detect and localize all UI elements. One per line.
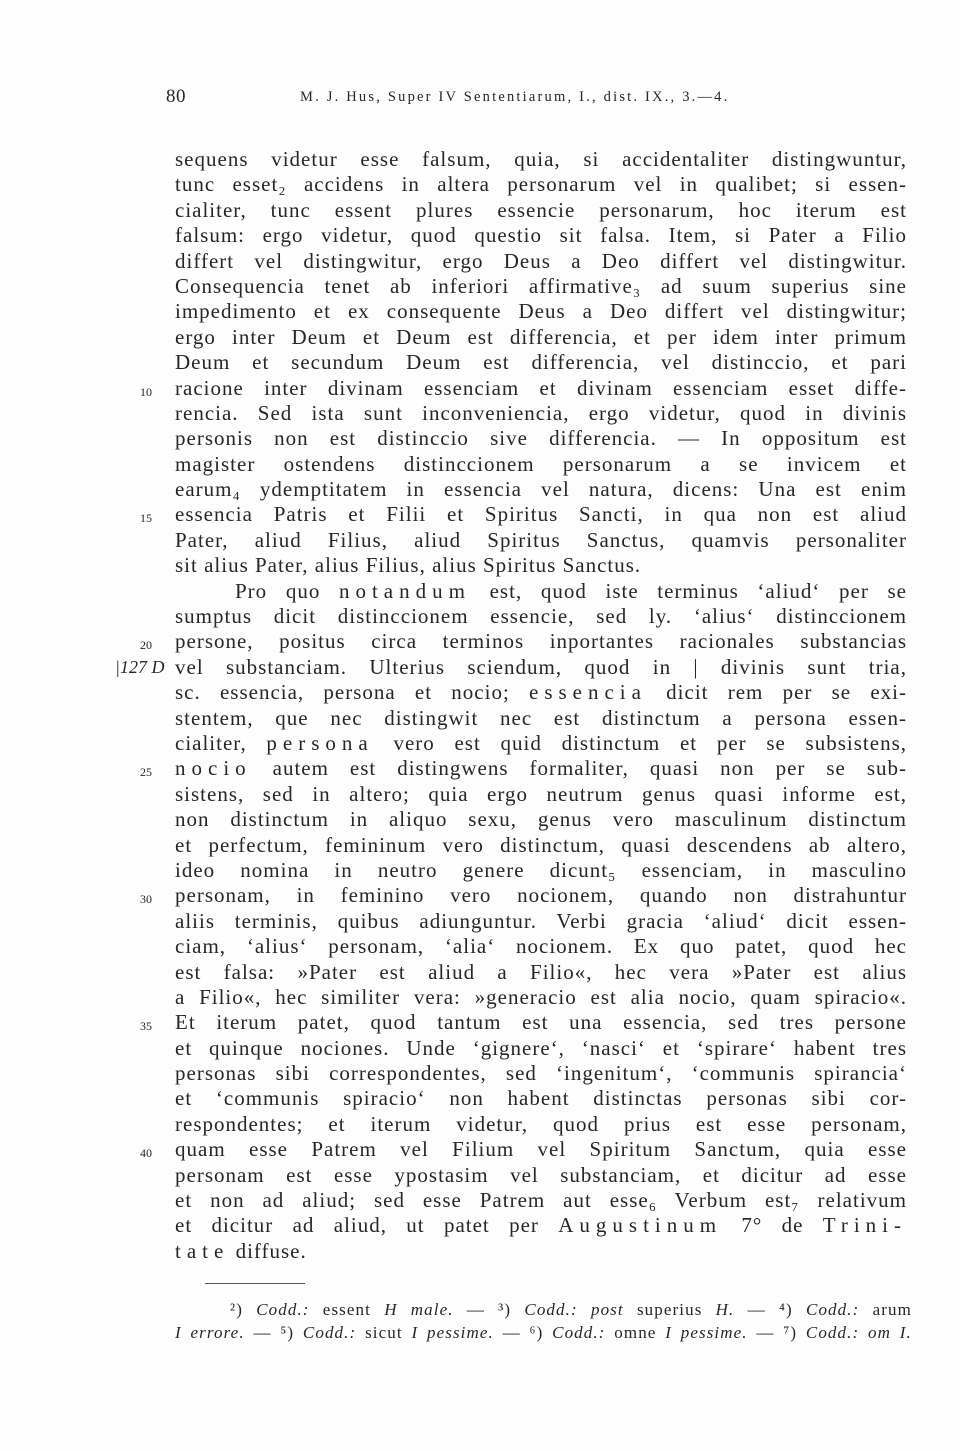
text-line [175,934,907,959]
text-line [175,299,907,324]
line-text: ergo inter Deum et Deum est differencia, et per idem inter primum [175,324,907,349]
footnote-line [175,1298,912,1321]
line-text: et non ad aliud; sed esse Patrem aut esse₆ Verbum est₇ relativum [175,1188,907,1213]
text-line [175,1188,907,1213]
line-text: personas sibi correspondentes, sed ‘ingenitum‘, ‘communis spirancia‘ [175,1061,907,1086]
text-line [175,350,907,375]
line-text: vel substanciam. Ulterius sciendum, quod in | divinis sunt tria, [175,654,907,679]
footnote-reading: sicut [365,1323,403,1342]
text-line [175,782,907,807]
line-number: 25 [140,765,152,780]
text-line [175,426,907,451]
line-number: 40 [140,1146,152,1161]
line-text: rencia. Sed ista sunt inconveniencia, ergo videtur, quod in divinis [175,400,907,425]
text-line [175,680,907,705]
line-text: est falsa: »Pater est aliud a Filio«, hec vera »Pater est alius [175,959,907,984]
text-line [175,706,907,731]
footnote-marker: ⁶) [529,1323,544,1342]
line-text: Pater, aliud Filius, aliud Spiritus Sanctus, quamvis personaliter [175,527,907,552]
text-line [175,147,907,172]
footnote-pre: post [590,1300,624,1319]
text-line [140,1010,907,1035]
page-reference-marker: |127 D [115,656,165,677]
spaced-term: persona [266,730,374,755]
text-line [175,477,907,502]
page-number: 80 [166,86,186,107]
text-line [175,198,907,223]
footnote-marker: ⁷) [783,1323,798,1342]
spaced-term: essencia [529,680,647,705]
text-line [140,502,907,527]
line-text: tunc esset₂ accidens in altera personarum vel in qualibet; si essen- [175,172,907,197]
line-number: 20 [140,638,152,653]
line-text: et dicitur ad aliud, ut patet per [175,1213,559,1238]
text-line [140,629,907,654]
line-text: personis non est distinccio sive differencia. — In oppositum est [175,426,907,451]
line-text: et ‘communis spiracio‘ non habent distinctas personas sibi cor- [175,1086,907,1111]
footnote-separator: — [253,1323,272,1342]
footnote-note: H male. [384,1300,454,1319]
line-text: personam est esse ypostasim vel substanciam, et dicitur ad esse [175,1162,907,1187]
footnote-note: H. [715,1300,735,1319]
spaced-term: notandum [338,578,471,603]
line-text: non distinctum in aliquo sexu, genus vero masculinum distinctum [175,807,907,832]
line-text: Pro quo [235,578,339,603]
footnote-reading: superius [636,1300,703,1319]
text-line [140,375,907,401]
text-line [175,223,907,248]
line-text: earum₄ ydemptitatem in essencia vel natura, dicens: Una est enim [175,477,907,502]
line-text: dicit rem per se exi- [646,680,907,705]
footnote-marker: ⁵) [280,1323,295,1342]
line-text: sit alius Pater, alius Filius, alius Spiritus Sanctus. [175,553,642,578]
line-text: sequens videtur esse falsum, quia, si accidentaliter distingwuntur, [175,147,907,171]
text-line [175,1112,907,1137]
text-line [175,325,907,350]
footnote-reading: essent [322,1300,371,1319]
line-text: stentem, que nec distingwit nec est distinctum a persona essen- [175,705,907,730]
footnote-separator: — [502,1323,521,1342]
text-line [175,807,907,832]
line-text: ciam, ‘alius‘ personam, ‘alia‘ nocionem. Ex quo patet, quod hec [175,934,907,959]
line-number: 10 [140,384,152,399]
text-line [175,1239,907,1264]
footnotes [175,1298,912,1344]
footnote-marker: ⁴) [778,1300,793,1319]
text-line [175,909,907,934]
text-line [175,401,907,426]
text-line [175,1036,907,1061]
text-line [140,1137,907,1162]
footnote-siglum: Codd.: [256,1300,310,1319]
text-line [175,452,907,477]
footnote-separator: — [747,1300,766,1319]
line-text: autem est distingwens formaliter, quasi non per se sub- [251,756,907,781]
line-text: et quinque nociones. Unde ‘gignere‘, ‘nasci‘ et ‘spirare‘ habent tres [175,1035,907,1060]
line-text: cialiter, tunc essent plures essencie personarum, hoc iterum est [175,197,907,222]
footnote-marker: ²) [230,1300,243,1319]
text-line [175,1163,907,1188]
line-text: persone, positus circa terminos inportantes racionales substancias [175,629,907,654]
footnote-marker: ³) [498,1300,512,1319]
text-line [175,553,907,578]
line-text: magister ostendens distinccionem personarum a se invicem et [175,451,907,476]
footnote-note: I errore. [175,1323,245,1342]
text-line [175,579,907,604]
line-text: respondentes; et iterum videtur, quod prius est esse personam, [175,1111,907,1136]
line-text: sistens, sed in altero; quia ergo neutrum genus quasi informe est, [175,781,907,806]
footnote-siglum: Codd.: [806,1300,860,1319]
main-text [115,147,908,1264]
footnote-note: I pessime. [665,1323,748,1342]
footnote-reading: arum [872,1300,912,1319]
footnote-line [175,1321,912,1344]
line-text: differt vel distingwitur, ergo Deus a Deo differt vel distingwitur. [175,248,907,273]
page-header [0,86,960,114]
text-line [175,960,907,985]
footnote-siglum: Codd.: [302,1323,357,1342]
footnote-rule [205,1283,305,1284]
line-text: essencia Patris et Filii et Spiritus Sancti, in qua non est aliud [175,502,907,527]
text-line [175,604,907,629]
text-line [175,1213,907,1238]
line-text: cialiter, [175,730,267,755]
line-text: diffuse. [229,1238,307,1263]
text-line [115,654,907,680]
text-line [175,985,907,1010]
line-text: Deum et secundum Deum est differencia, vel distinccio, et pari [175,350,907,375]
text-line [175,858,907,883]
line-text: racione inter divinam essenciam et divinam essenciam esset diffe- [175,375,907,400]
spaced-term: nocio [175,756,252,781]
footnote-siglum: Codd.: [805,1323,860,1342]
spaced-term: Trini- [822,1213,908,1238]
text-line [175,172,907,197]
footnote-reading: omne [614,1323,657,1342]
footnote-note: om I. [868,1323,912,1342]
text-line [175,731,907,756]
footnote-siglum: Codd.: [524,1300,578,1319]
text-line [140,756,907,781]
line-text: sc. essencia, persona et nocio; [175,680,529,705]
line-text: vero est quid distinctum et per se subsistens, [373,730,907,755]
line-text: impedimento et ex consequente Deus a Deo differt vel distingwitur; [175,299,907,324]
line-text: sumptus dicit distinccionem essencie, sed ly. ‘alius‘ distinccionem [175,604,907,629]
line-text: a Filio«, hec similiter vera: »generacio est alia nocio, quam spiracio«. [175,984,907,1009]
line-number: 15 [140,511,152,526]
text-line [175,249,907,274]
line-text: falsum: ergo videtur, quod questio sit falsa. Item, si Pater a Filio [175,223,907,248]
footnote-siglum: Codd.: [552,1323,606,1342]
line-number: 30 [140,892,152,907]
text-line [175,833,907,858]
line-text: 7° de [722,1213,823,1238]
line-text: Et iterum patet, quod tantum est una essencia, sed tres persone [175,1010,907,1035]
footnote-note: I pessime. [411,1323,494,1342]
line-text: Consequencia tenet ab inferiori affirmative₃ ad suum superius sine [175,273,907,298]
spaced-term: tate [175,1238,230,1263]
line-text: quam esse Patrem vel Filium vel Spiritum Sanctum, quia esse [175,1137,907,1162]
text-line [175,274,907,299]
text-line [175,1086,907,1111]
text-line [140,883,907,908]
line-text: et perfectum, femininum vero distinctum, quasi descendens ab altero, [175,832,907,857]
line-text: aliis terminis, quibus adiunguntur. Verbi gracia ‘aliud‘ dicit essen- [175,908,907,933]
running-title: M. J. Hus, Super IV Sententiarum, I., dist. IX., 3.—4. [300,89,730,105]
line-number: 35 [140,1019,152,1034]
line-text: ideo nomina in neutro genere dicunt₅ essenciam, in masculino [175,857,907,882]
text-line [175,528,907,553]
footnote-separator: — [756,1323,775,1342]
line-text: est, quod iste terminus ‘aliud‘ per se [470,578,907,603]
line-text: personam, in feminino vero nocionem, quando non distrahuntur [175,883,907,908]
footnote-separator: — [466,1300,485,1319]
text-line [175,1061,907,1086]
spaced-term: Augustinum [558,1213,723,1238]
